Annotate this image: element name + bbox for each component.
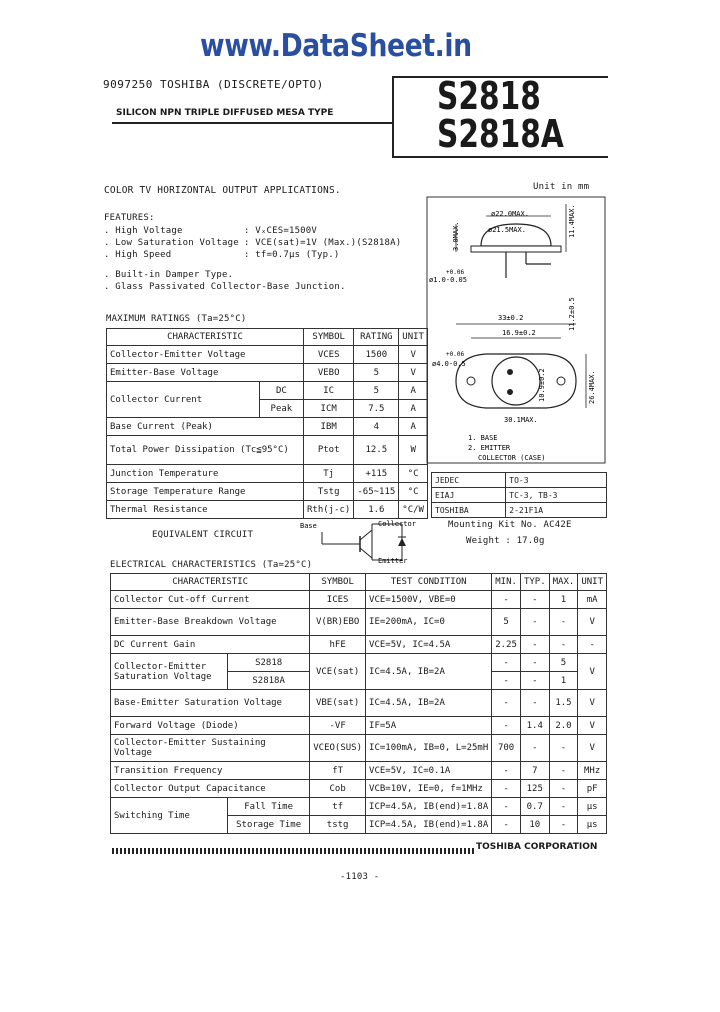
feature-item	[104, 249, 401, 261]
col-header: SYMBOL	[310, 574, 366, 591]
cell-char: DC Current Gain	[111, 636, 310, 654]
dim-label: 16.9±0.2	[502, 329, 536, 337]
cell-cond: ICP=4.5A, IB(end)=1.8A	[366, 816, 492, 834]
transistor-symbol	[360, 530, 372, 540]
cell-min: -	[492, 816, 521, 834]
cell-max: -	[549, 798, 578, 816]
cell-sym: ICM	[304, 400, 354, 418]
dim-label: +0.06	[446, 351, 465, 358]
cell-sym: fT	[310, 762, 366, 780]
table-row	[432, 488, 607, 503]
cell-typ: -	[520, 609, 549, 636]
cell-char: Base-Emitter Saturation Voltage	[111, 690, 310, 717]
application-title: COLOR TV HORIZONTAL OUTPUT APPLICATIONS.	[104, 185, 341, 196]
table-row	[111, 780, 607, 798]
cell-unit: V	[578, 690, 607, 717]
cell-min: 2.25	[492, 636, 521, 654]
cell-typ: -	[520, 654, 549, 672]
cell-unit: μs	[578, 816, 607, 834]
col-header: UNIT	[399, 329, 428, 346]
cell-unit: pF	[578, 780, 607, 798]
table-header	[111, 574, 607, 591]
elec-title: ELECTRICAL CHARACTERISTICS (Ta=25°C)	[110, 560, 313, 570]
cell-sym: Rth(j-c)	[304, 501, 354, 519]
cell-min: -	[492, 591, 521, 609]
cell-char: Transition Frequency	[111, 762, 310, 780]
feature-item	[104, 225, 401, 237]
cell-typ: 1.4	[520, 717, 549, 735]
dim-label: ø22.0MAX.	[491, 210, 529, 218]
table-row	[107, 382, 428, 400]
cell-sym: VCEO(SUS)	[310, 735, 366, 762]
dim-label: 30.1MAX.	[504, 416, 538, 424]
cell-code: TO-3	[506, 473, 607, 488]
cell-typ: -	[520, 672, 549, 690]
cell-char: Collector Cut-off Current	[111, 591, 310, 609]
cell-unit: °C	[399, 465, 428, 483]
table-row	[111, 654, 607, 672]
pin-emitter	[507, 389, 513, 395]
cell-unit: V	[578, 735, 607, 762]
cell-char: Switching Time	[111, 798, 228, 834]
cell-cond: ICP=4.5A, IB(end)=1.8A	[366, 798, 492, 816]
site-watermark: www.DataSheet.in	[200, 28, 472, 64]
cell-cond: IE=200mA, IC=0	[366, 609, 492, 636]
package-can	[492, 357, 540, 405]
cell-typ: -	[520, 636, 549, 654]
cell-min: -	[492, 654, 521, 672]
cell-cond: VCE=1500V, VBE=0	[366, 591, 492, 609]
cell-typ: 10	[520, 816, 549, 834]
cell-typ: -	[520, 735, 549, 762]
unit-note: Unit in mm	[533, 182, 590, 192]
cell-unit: V	[578, 609, 607, 636]
cell-typ: 0.7	[520, 798, 549, 816]
dim-label: 11.2±0.5	[568, 297, 576, 331]
footer-company: TOSHIBA CORPORATION	[476, 842, 598, 852]
cell-cond: VCE=5V, IC=0.1A	[366, 762, 492, 780]
cell-unit: μs	[578, 798, 607, 816]
catalog-code-line: 9097250 TOSHIBA (DISCRETE/OPTO)	[103, 78, 324, 91]
cell-char: Forward Voltage (Diode)	[111, 717, 310, 735]
cell-unit: V	[578, 654, 607, 690]
cell-typ: 7	[520, 762, 549, 780]
cell-char: Total Power Dissipation (Tc≦95°C)	[107, 436, 304, 465]
cell-sym: hFE	[310, 636, 366, 654]
cell-max: -	[549, 609, 578, 636]
cell-cond: VCE=5V, IC=4.5A	[366, 636, 492, 654]
pin-legend: 2. EMITTER	[468, 444, 511, 452]
cell-sub: S2818A	[228, 672, 310, 690]
table-row	[107, 418, 428, 436]
cell-max: -	[549, 780, 578, 798]
package-side-flange	[471, 246, 561, 252]
cell-std: EIAJ	[432, 488, 506, 503]
feature-value: : VCE(sat)=1V (Max.)(S2818A)	[244, 238, 402, 248]
features-title: FEATURES:	[104, 213, 155, 223]
cell-cond: IC=100mA, IB=0, L=25mH	[366, 735, 492, 762]
col-header: TEST CONDITION	[366, 574, 492, 591]
mounting-kit: Mounting Kit No. AC42E	[448, 520, 572, 530]
cell-max: -	[549, 735, 578, 762]
cell-sym: Tj	[304, 465, 354, 483]
max-ratings-title: MAXIMUM RATINGS (Ta=25°C)	[106, 314, 247, 324]
cell-min: 700	[492, 735, 521, 762]
table-row	[111, 717, 607, 735]
dim-label: ø21.5MAX.	[488, 226, 526, 234]
cell-max: -	[549, 762, 578, 780]
cell-char: Collector-Emitter Sustaining Voltage	[111, 735, 310, 762]
mounting-hole	[557, 377, 565, 385]
cell-unit: °C	[399, 483, 428, 501]
cell-sym: V(BR)EBO	[310, 609, 366, 636]
damper-diode	[398, 538, 406, 546]
footer-rule	[112, 848, 474, 854]
col-header: UNIT	[578, 574, 607, 591]
cell-val: -65~115	[354, 483, 399, 501]
cell-cond: IF=5A	[366, 717, 492, 735]
col-header: CHARACTERISTIC	[107, 329, 304, 346]
cell-std: JEDEC	[432, 473, 506, 488]
cell-sub: S2818	[228, 654, 310, 672]
table-row	[111, 762, 607, 780]
label-emitter: Emitter	[378, 557, 408, 565]
cell-sym: IBM	[304, 418, 354, 436]
table-row	[107, 483, 428, 501]
package-standard-table	[431, 472, 607, 518]
table-row	[111, 690, 607, 717]
dim-label: 33±0.2	[498, 314, 524, 322]
cell-val: +115	[354, 465, 399, 483]
cell-val: 7.5	[354, 400, 399, 418]
cell-unit: V	[578, 717, 607, 735]
cell-sym: VCE(sat)	[310, 654, 366, 690]
cell-sub: DC	[259, 382, 303, 400]
cell-sym: ICES	[310, 591, 366, 609]
dim-label: 11.4MAX.	[568, 204, 576, 238]
part-number-secondary: S2818A	[437, 112, 564, 156]
feature-label: . High Voltage	[104, 226, 183, 236]
cell-sym: tf	[310, 798, 366, 816]
col-header: TYP.	[520, 574, 549, 591]
cell-val: 1500	[354, 346, 399, 364]
cell-sub: Storage Time	[228, 816, 310, 834]
table-row	[111, 636, 607, 654]
table-row	[107, 346, 428, 364]
mounting-hole	[467, 377, 475, 385]
dim-label: ø4.0-0.5	[432, 360, 466, 368]
cell-unit: MHz	[578, 762, 607, 780]
cell-max: 5	[549, 654, 578, 672]
cell-unit: mA	[578, 591, 607, 609]
feature-extra: . Glass Passivated Collector-Base Junction.	[104, 282, 346, 292]
label-collector: Collector	[378, 520, 416, 528]
cell-min: -	[492, 780, 521, 798]
device-subtitle: SILICON NPN TRIPLE DIFFUSED MESA TYPE	[116, 108, 334, 118]
cell-sym: Ptot	[304, 436, 354, 465]
table-row	[432, 473, 607, 488]
table-row	[107, 364, 428, 382]
cell-max: 2.0	[549, 717, 578, 735]
cell-unit: W	[399, 436, 428, 465]
dim-label: +0.06	[446, 269, 465, 276]
package-outline-drawing	[426, 196, 606, 516]
cell-val: 12.5	[354, 436, 399, 465]
cell-sym: Cob	[310, 780, 366, 798]
cell-sym: -VF	[310, 717, 366, 735]
cell-sym: VEBO	[304, 364, 354, 382]
feature-value: : VₓCES=1500V	[244, 226, 318, 236]
label-base: Base	[300, 522, 317, 530]
cell-sym: IC	[304, 382, 354, 400]
cell-cond: IC=4.5A, IB=2A	[366, 690, 492, 717]
col-header: MIN.	[492, 574, 521, 591]
cell-max: 1	[549, 591, 578, 609]
col-header: RATING	[354, 329, 399, 346]
cell-unit: V	[399, 364, 428, 382]
cell-unit: A	[399, 382, 428, 400]
cell-val: 1.6	[354, 501, 399, 519]
feature-value: : tf=0.7μs (Typ.)	[244, 250, 340, 260]
col-header: CHARACTERISTIC	[111, 574, 310, 591]
dim-label: 3.0MAX.	[452, 221, 460, 251]
cell-sub: Peak	[259, 400, 303, 418]
cell-char: Collector-Emitter Voltage	[107, 346, 304, 364]
table-row	[111, 798, 607, 816]
table-row	[111, 609, 607, 636]
table-row	[111, 591, 607, 609]
cell-char: Emitter-Base Voltage	[107, 364, 304, 382]
package-weight: Weight : 17.0g	[466, 536, 545, 546]
table-header	[107, 329, 428, 346]
feature-label: . High Speed	[104, 250, 172, 260]
cell-code: TC-3, TB-3	[506, 488, 607, 503]
cell-min: -	[492, 717, 521, 735]
features-list	[104, 225, 401, 293]
cell-val: 5	[354, 364, 399, 382]
table-row	[111, 735, 607, 762]
feature-item	[104, 237, 401, 249]
cell-val: 5	[354, 382, 399, 400]
part-number-primary: S2818	[437, 74, 541, 118]
col-header: SYMBOL	[304, 329, 354, 346]
equivalent-circuit-diagram	[292, 516, 432, 566]
cell-sym: VCES	[304, 346, 354, 364]
equivalent-circuit-title: EQUIVALENT CIRCUIT	[152, 530, 254, 540]
dim-label: 26.4MAX.	[588, 370, 596, 404]
cell-char: Collector Current	[107, 382, 260, 418]
pin-legend: 1. BASE	[468, 434, 498, 442]
table-row	[432, 503, 607, 518]
cell-code: 2-21F1A	[506, 503, 607, 518]
cell-max: 1.5	[549, 690, 578, 717]
cell-unit: °C/W	[399, 501, 428, 519]
cell-char: Collector-Emitter Saturation Voltage	[111, 654, 228, 690]
feature-label: . Low Saturation Voltage	[104, 238, 239, 248]
table-row	[107, 465, 428, 483]
dim-label: ø1.0-0.05	[429, 276, 467, 284]
cell-val: 4	[354, 418, 399, 436]
elec-char-table	[110, 573, 607, 834]
cell-unit: A	[399, 418, 428, 436]
cell-max: 1	[549, 672, 578, 690]
cell-cond: VCB=10V, IE=0, f=1MHz	[366, 780, 492, 798]
cell-cond: IC=4.5A, IB=2A	[366, 654, 492, 690]
cell-typ: -	[520, 690, 549, 717]
cell-sym: tstg	[310, 816, 366, 834]
cell-typ: 125	[520, 780, 549, 798]
transistor-symbol	[360, 548, 372, 558]
cell-unit: A	[399, 400, 428, 418]
cell-char: Storage Temperature Range	[107, 483, 304, 501]
cell-char: Collector Output Capacitance	[111, 780, 310, 798]
table-row	[107, 436, 428, 465]
dim-label: 10.9±0.2	[538, 368, 546, 402]
cell-min: 5	[492, 609, 521, 636]
cell-min: -	[492, 672, 521, 690]
cell-max: -	[549, 816, 578, 834]
cell-unit: -	[578, 636, 607, 654]
cell-min: -	[492, 798, 521, 816]
page-number: -1103 -	[340, 872, 380, 882]
cell-sym: Tstg	[304, 483, 354, 501]
cell-min: -	[492, 690, 521, 717]
cell-typ: -	[520, 591, 549, 609]
cell-std: TOSHIBA	[432, 503, 506, 518]
subtitle-underline	[112, 122, 392, 124]
max-ratings-table	[106, 328, 428, 519]
cell-char: Emitter-Base Breakdown Voltage	[111, 609, 310, 636]
feature-extra: . Built-in Damper Type.	[104, 270, 234, 280]
cell-sym: VBE(sat)	[310, 690, 366, 717]
cell-max: -	[549, 636, 578, 654]
cell-unit: V	[399, 346, 428, 364]
cell-char: Junction Temperature	[107, 465, 304, 483]
cell-char: Base Current (Peak)	[107, 418, 304, 436]
cell-sub: Fall Time	[228, 798, 310, 816]
cell-char: Thermal Resistance	[107, 501, 304, 519]
col-header: MAX.	[549, 574, 578, 591]
pin-legend: COLLECTOR (CASE)	[478, 454, 546, 462]
cell-min: -	[492, 762, 521, 780]
pin-base	[507, 369, 513, 375]
